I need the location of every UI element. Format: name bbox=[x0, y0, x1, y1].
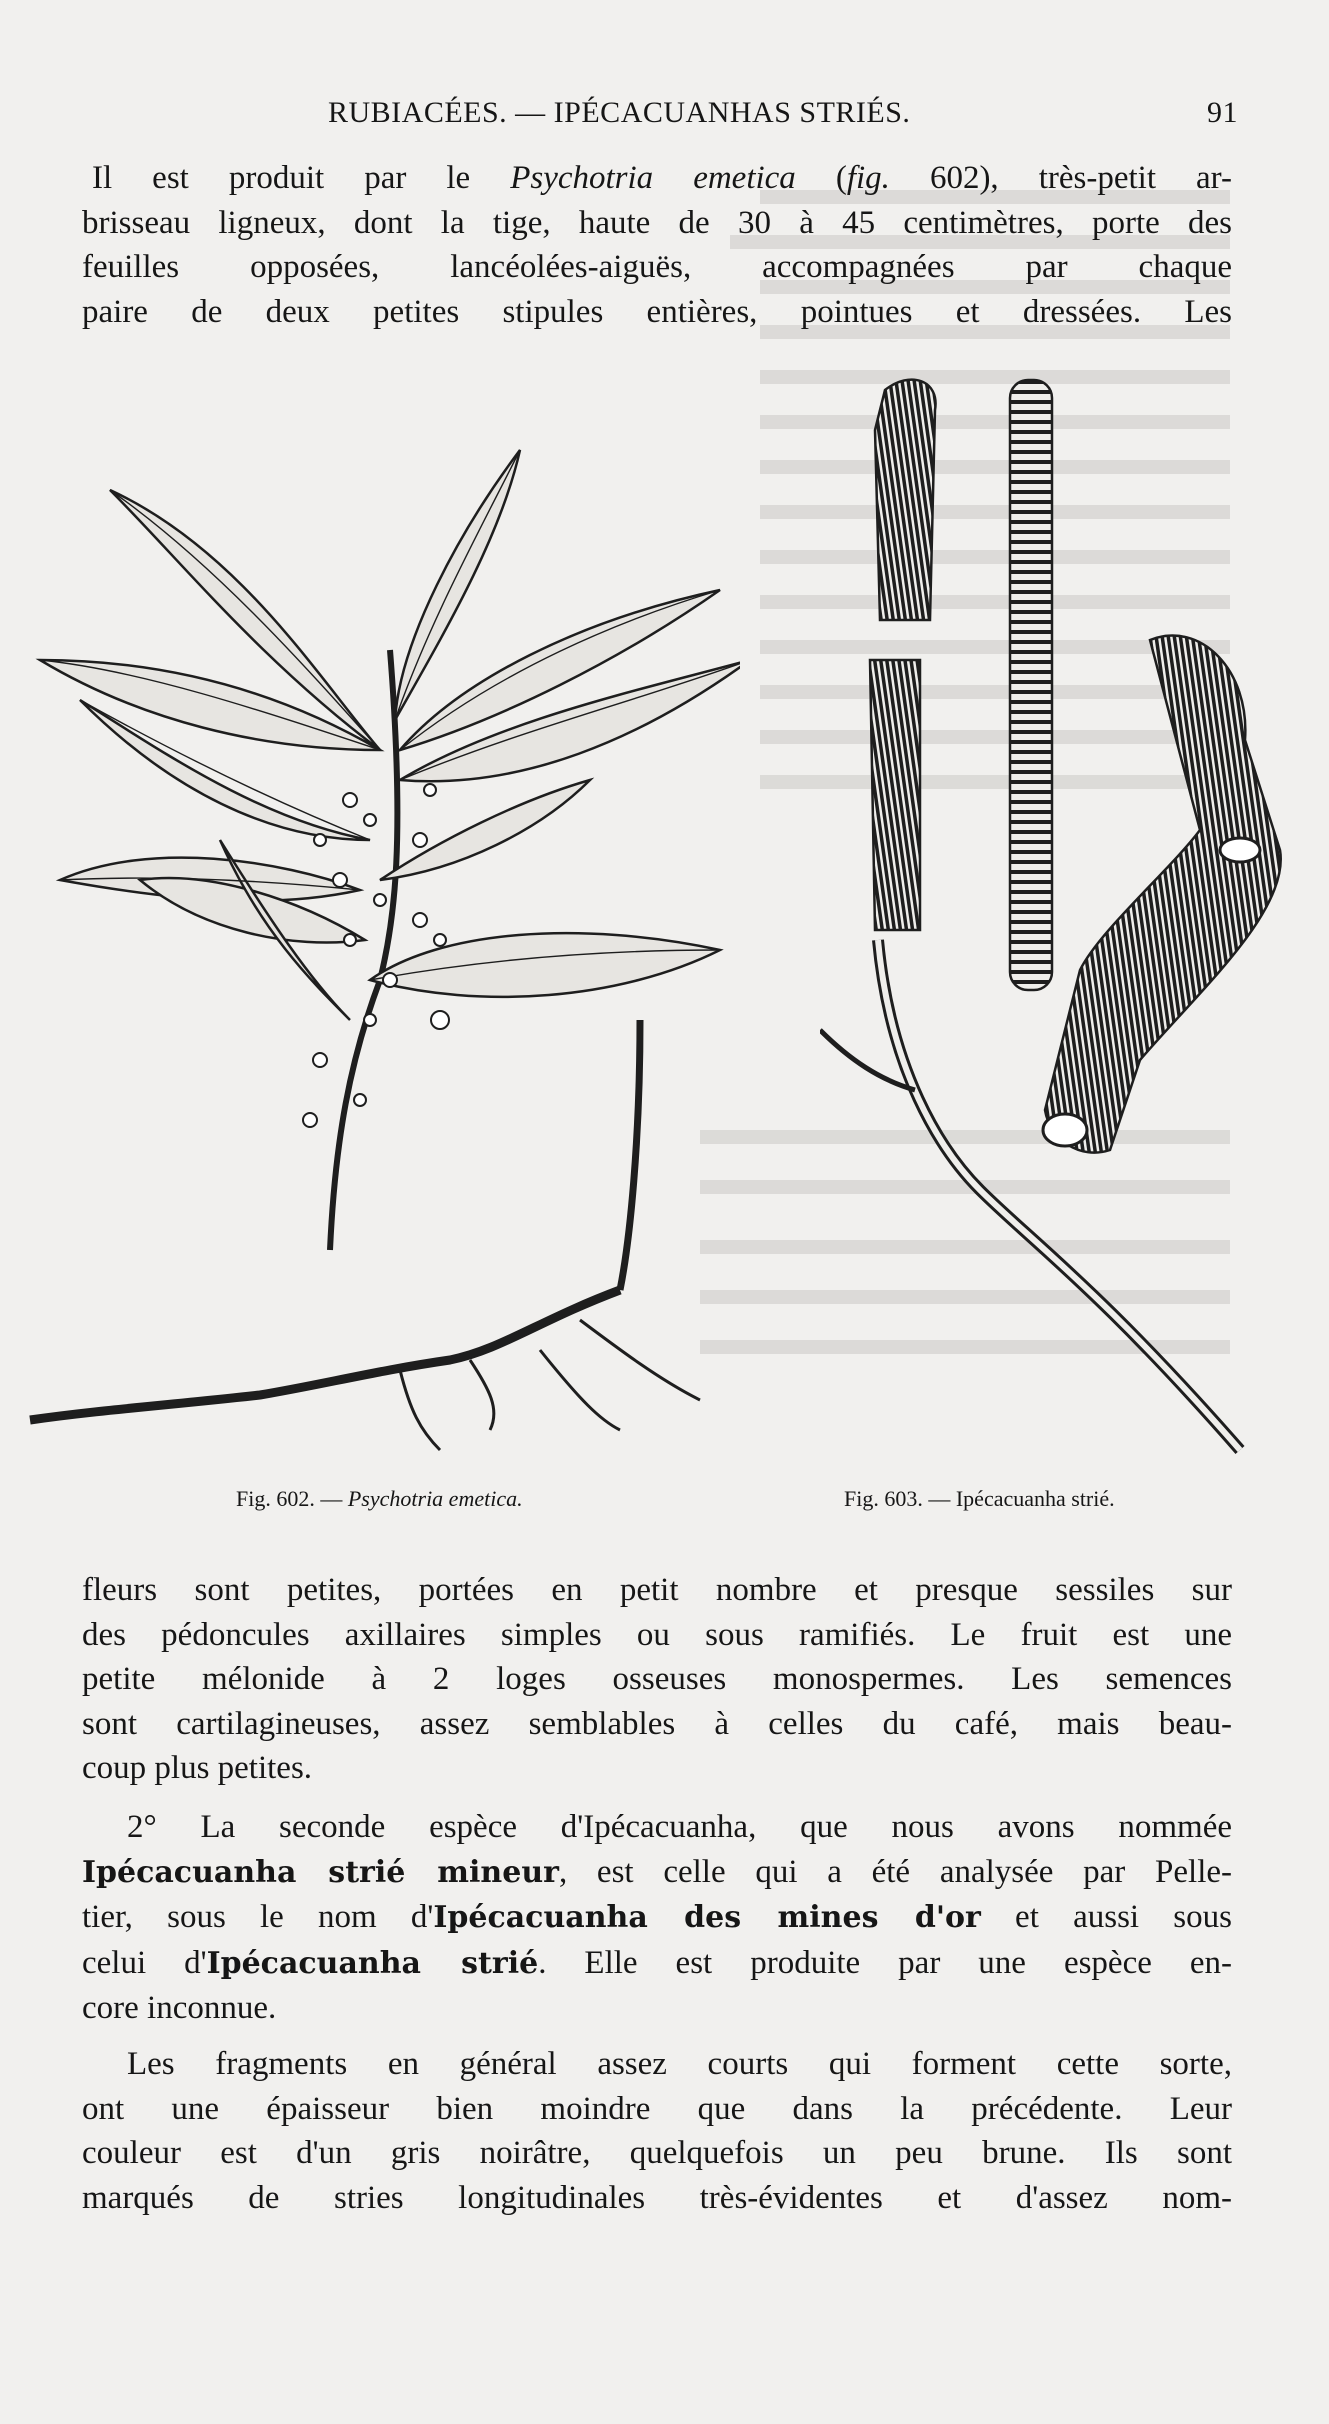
text-line: brisseau ligneux, dont la tige, haute de 30 à 45 centimètres, porte des bbox=[82, 204, 1232, 241]
text-line bbox=[82, 1895, 1232, 1941]
text-run: tier, sous le nom d' bbox=[82, 1899, 434, 1935]
text-line: petite mélonide à 2 loges osseuses monospermes. Les semences bbox=[82, 1661, 1232, 1697]
figure-reference: fig. bbox=[846, 160, 890, 196]
paragraph-1 bbox=[82, 156, 1232, 334]
text-run: celui d' bbox=[82, 1944, 207, 1981]
text-line: coup plus petites. bbox=[82, 1750, 313, 1786]
text-line bbox=[82, 1941, 1232, 1987]
species-name: Psychotria emetica bbox=[510, 160, 796, 196]
text-line: paire de deux petites stipules entières, pointues et dressées. Les bbox=[82, 293, 1232, 330]
running-header bbox=[88, 96, 1238, 136]
running-title: RUBIACÉES. — IPÉCACUANHAS STRIÉS. bbox=[328, 96, 911, 129]
text-line: feuilles opposées, lancéolées-aiguës, accompagnées par chaque bbox=[82, 249, 1232, 285]
term-ipeca-mines-or: Ipécacuanha des mines d'or bbox=[433, 1900, 981, 1935]
figure-602-caption bbox=[236, 1486, 523, 1512]
figure-603-illustration bbox=[820, 370, 1300, 1470]
text-line: ont une épaisseur bien moindre que dans la précédente. Leur bbox=[82, 2090, 1232, 2127]
text-run: et aussi sous bbox=[980, 1899, 1232, 1935]
text-run: ( bbox=[795, 160, 847, 196]
term-ipeca-strie-mineur: Ipécacuanha strié mineur bbox=[82, 1854, 559, 1890]
caption-label: Fig. 602. — bbox=[236, 1486, 348, 1511]
text-run: Il est produit par le bbox=[92, 160, 511, 196]
page-number: 91 bbox=[1207, 96, 1238, 129]
caption-species: Psychotria emetica. bbox=[347, 1486, 523, 1511]
text-line: des pédoncules axillaires simples ou sous ramifiés. Le fruit est une bbox=[82, 1616, 1232, 1653]
paragraph-2 bbox=[82, 1568, 1232, 1791]
text-run: 602), très-petit ar- bbox=[889, 160, 1232, 196]
paragraph-4 bbox=[82, 2042, 1232, 2220]
figure-602-illustration bbox=[20, 420, 740, 1470]
text-line: marqués de stries longitudinales très-évidentes et d'assez nom- bbox=[82, 2179, 1232, 2216]
text-run: . Elle est produite par une espèce en- bbox=[538, 1944, 1232, 1981]
term-ipeca-strie: Ipécacuanha strié bbox=[206, 1945, 539, 1981]
text-line: sont cartilagineuses, assez semblables à celles du café, mais beau- bbox=[82, 1705, 1232, 1742]
text-line bbox=[82, 1850, 1232, 1896]
figure-603-caption: Fig. 603. — Ipécacuanha strié. bbox=[844, 1486, 1115, 1511]
text-line: couleur est d'un gris noirâtre, quelquefois un peu brune. Ils sont bbox=[82, 2135, 1232, 2171]
text-line: 2° La seconde espèce d'Ipécacuanha, que nous avons nommée bbox=[127, 1809, 1232, 1845]
text-line: fleurs sont petites, portées en petit nombre et presque sessiles sur bbox=[82, 1572, 1232, 1608]
text-line bbox=[82, 156, 1232, 201]
paragraph-3 bbox=[82, 1805, 1232, 2031]
text-run: , est celle qui a été analysée par Pelle- bbox=[558, 1853, 1232, 1890]
text-line: core inconnue. bbox=[82, 1990, 277, 2026]
text-line: Les fragments en général assez courts qui forment cette sorte, bbox=[127, 2046, 1232, 2082]
